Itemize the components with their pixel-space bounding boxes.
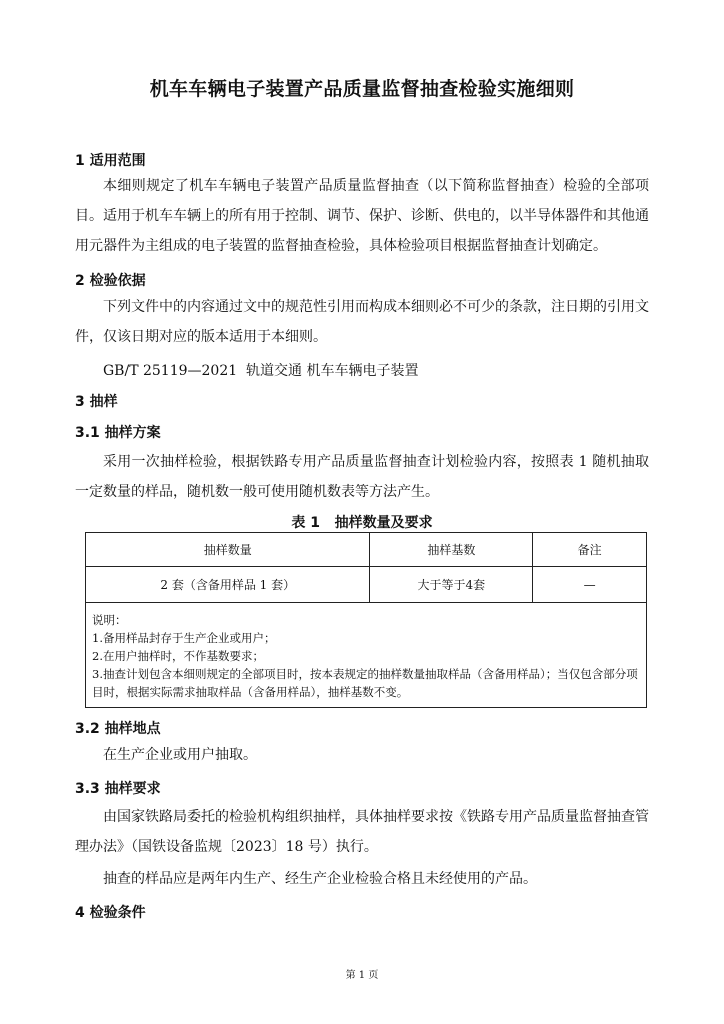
section-3-1-heading: 3.1 抽样方案 [75, 425, 161, 441]
table-cell: 大于等于4套 [370, 567, 533, 603]
table-header-cell: 备注 [533, 533, 647, 567]
table-caption: 表 1 抽样数量及要求 [291, 515, 433, 531]
table-cell: 2 套（含备用样品 1 套） [86, 567, 370, 603]
section-3-1-paragraph: 采用一次抽样检验，根据铁路专用产品质量监督抽查计划检验内容，按照表 1 随机抽取一定数量的样品，随机数一般可使用随机数表等方法产生。 [75, 454, 649, 500]
notes-title: 说明： [92, 613, 127, 627]
table-notes-row [86, 603, 647, 708]
table-notes [86, 603, 647, 708]
section-3-heading: 3 抽样 [75, 394, 118, 410]
table-header-row [86, 533, 647, 567]
section-1-heading: 1 适用范围 [75, 153, 146, 169]
note-item: 1.备用样品封存于生产企业或用户； [92, 631, 276, 645]
note-item: 3.抽查计划包含本细则规定的全部项目时，按本表规定的抽样数量抽取样品（含备用样品）；当仅包含部分项目时，根据实际需求抽取样品（含备用样品），抽样基数不变。 [92, 667, 638, 699]
section-3-2-paragraph: 在生产企业或用户抽取。 [103, 747, 257, 763]
section-1-paragraph: 本细则规定了机车车辆电子装置产品质量监督抽查（以下简称监督抽查）检验的全部项目。适用于机车车辆上的所有用于控制、调节、保护、诊断、供电的，以半导体器件和其他通用元器件为主组成的电子装置的监督抽查检验，具体检验项目根据监督抽查计划确定。 [75, 178, 649, 254]
section-3-3-paragraph-2: 抽查的样品应是两年内生产、经生产企业检验合格且未经使用的产品。 [103, 871, 537, 887]
table-row [86, 567, 647, 603]
table-cell: — [533, 567, 647, 603]
section-3-2-heading: 3.2 抽样地点 [75, 721, 161, 737]
section-2-heading: 2 检验依据 [75, 273, 146, 289]
sampling-table [85, 532, 647, 708]
table-header-cell: 抽样基数 [370, 533, 533, 567]
section-3-3-paragraph-1: 由国家铁路局委托的检验机构组织抽样，具体抽样要求按《铁路专用产品质量监督抽查管理办法》（国铁设备监规〔2023〕18 号）执行。 [75, 809, 649, 855]
document-title: 机车车辆电子装置产品质量监督抽查检验实施细则 [149, 78, 575, 100]
section-2-paragraph: 下列文件中的内容通过文中的规范性引用而构成本细则必不可少的条款，注日期的引用文件，仅该日期对应的版本适用于本细则。 [75, 299, 649, 345]
note-item: 2.在用户抽样时，不作基数要求； [92, 649, 264, 663]
section-3-3-heading: 3.3 抽样要求 [75, 781, 161, 797]
page-number: 第 1 页 [345, 970, 379, 981]
section-4-heading: 4 检验条件 [75, 905, 146, 921]
table-header-cell: 抽样数量 [86, 533, 370, 567]
reference-standard: GB/T 25119—2021 轨道交通 机车车辆电子装置 [103, 363, 419, 379]
